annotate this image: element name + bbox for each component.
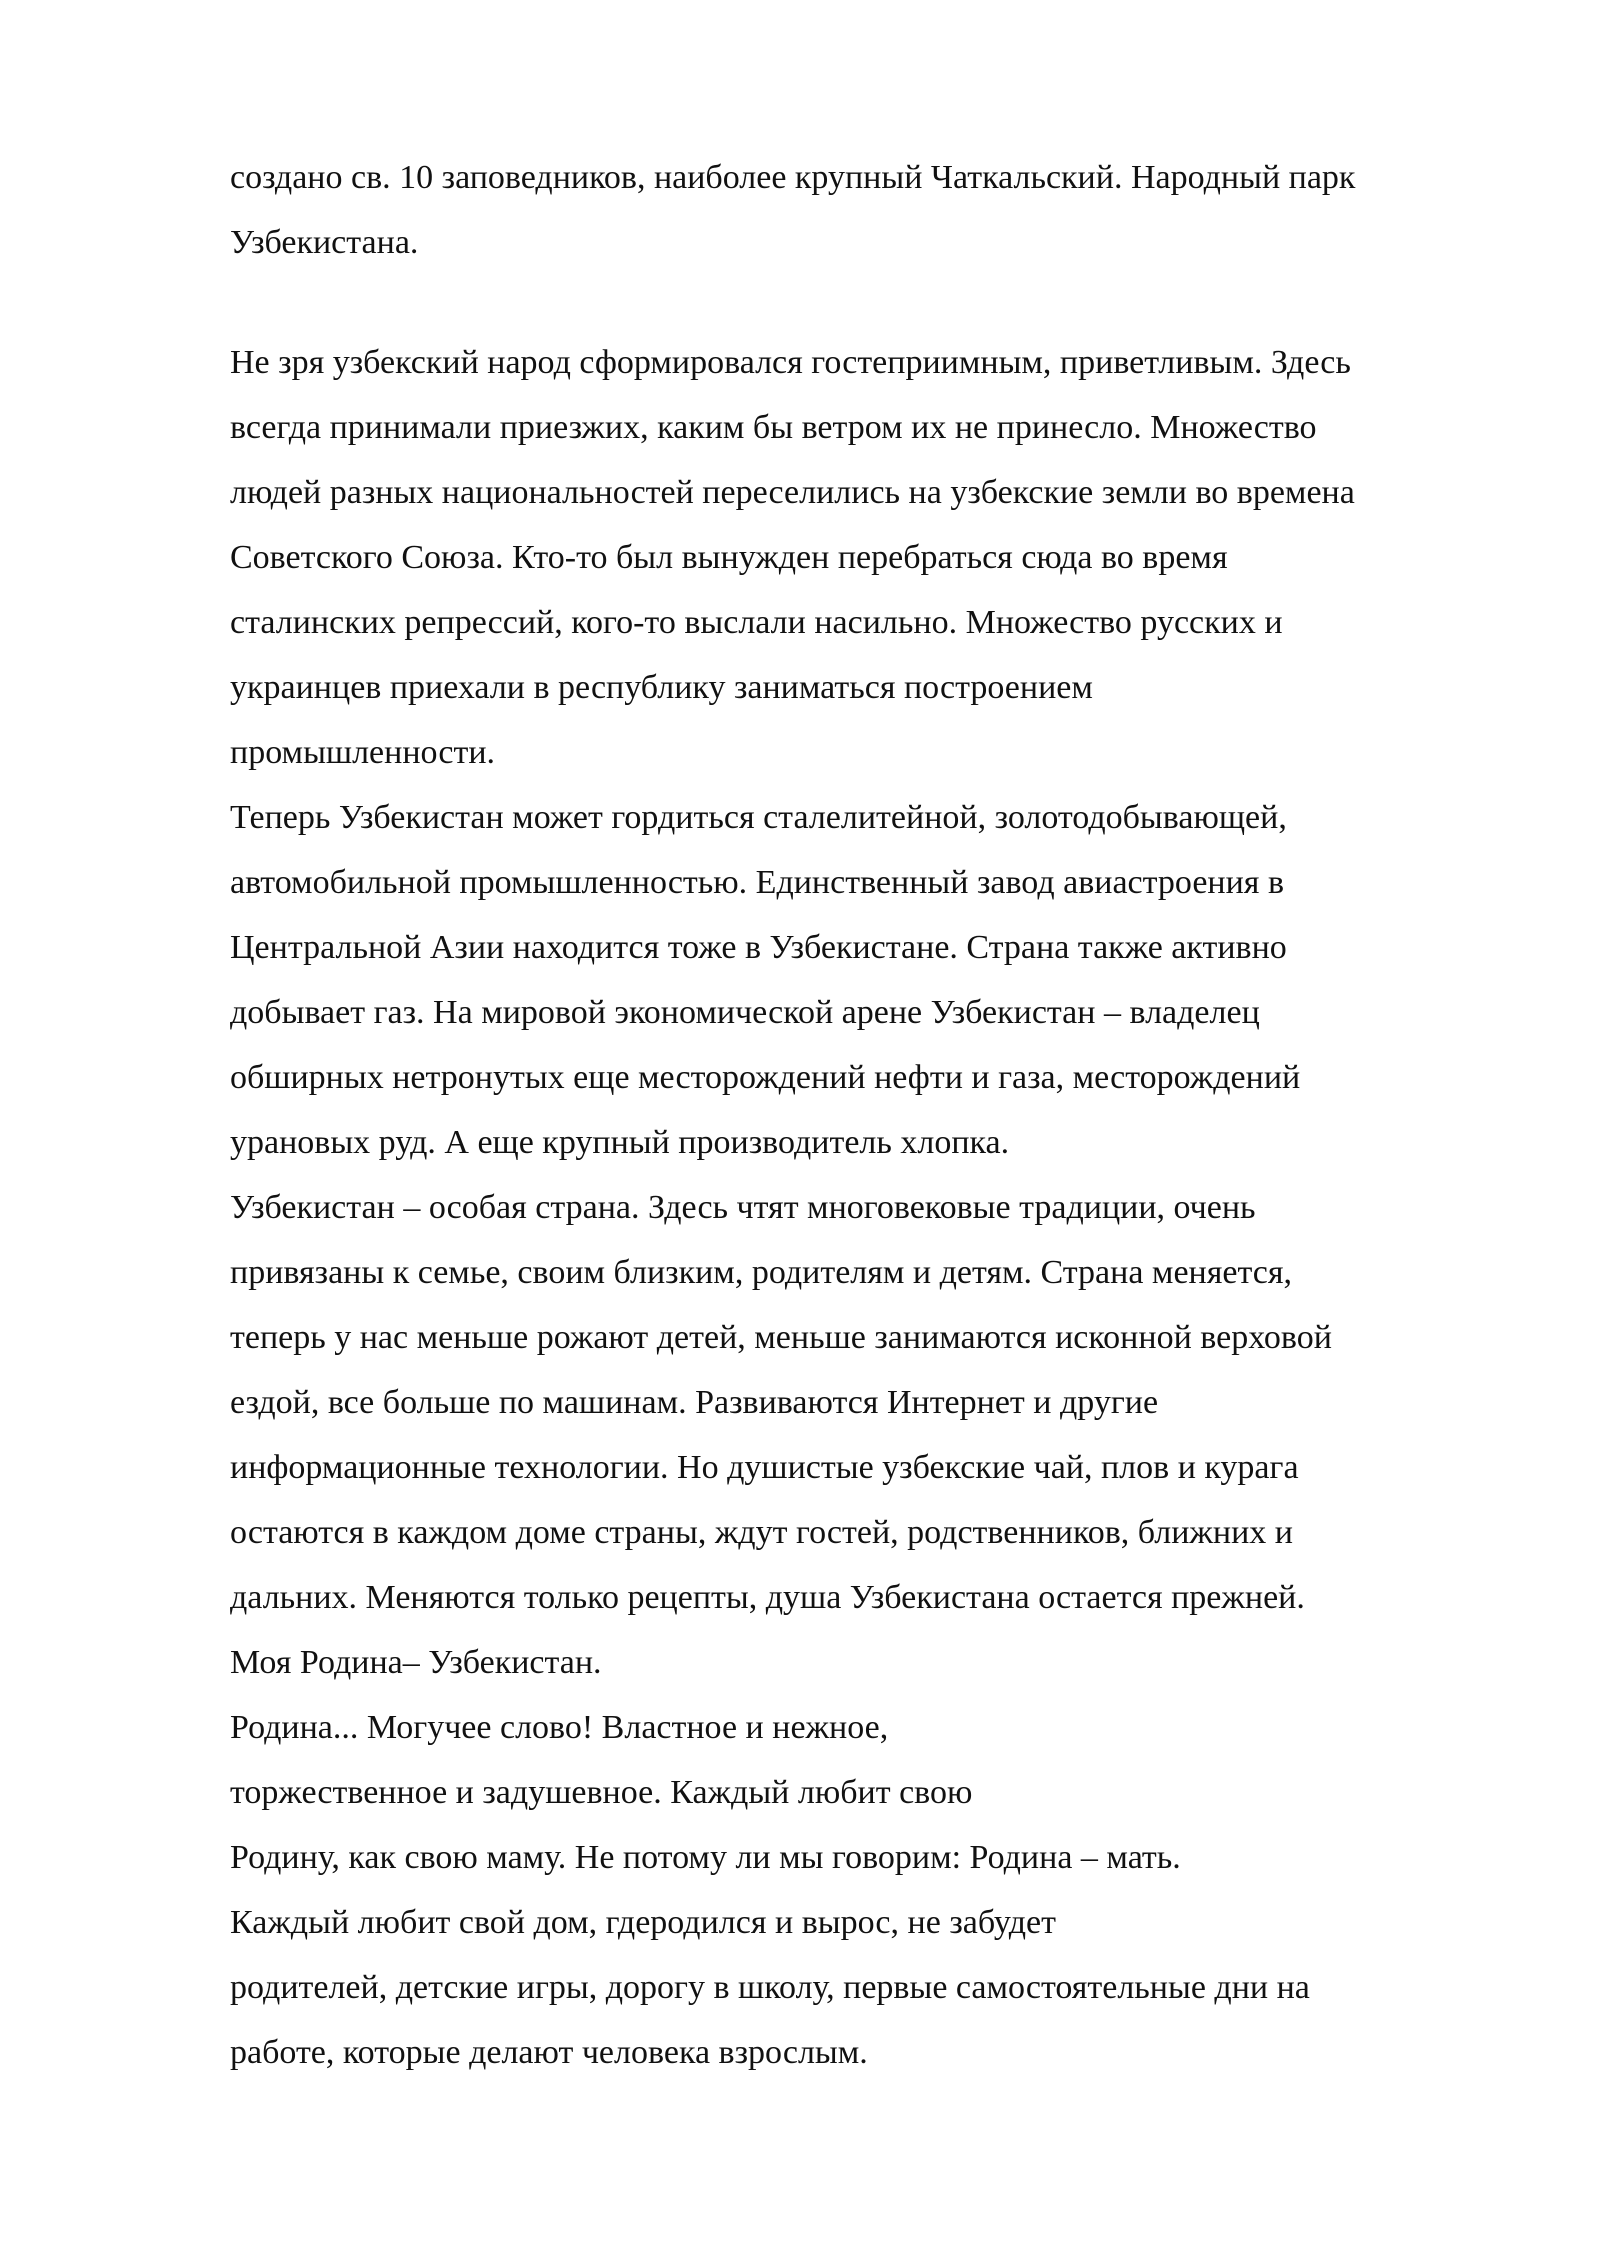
main-text (230, 330, 1520, 2085)
text-line: всегда принимали приезжих, каким бы ветром их не принесло. Множество (230, 409, 1317, 446)
text-line: добывает газ. На мировой экономической арене Узбекистан – владелец (230, 994, 1260, 1031)
text-line: торжественное и задушевное. Каждый любит свою (230, 1774, 973, 1811)
text-line: Советского Союза. Кто-то был вынужден перебраться сюда во время (230, 539, 1228, 576)
text-line: остаются в каждом доме страны, ждут гостей, родственников, ближних и (230, 1514, 1293, 1551)
text-line: Центральной Азии находится тоже в Узбекистане. Страна также активно (230, 929, 1287, 966)
text-line: Узбекистан – особая страна. Здесь чтят многовековые традиции, очень (230, 1189, 1256, 1226)
text-line: Моя Родина– Узбекистан. (230, 1644, 602, 1681)
text-line: ездой, все больше по машинам. Развиваются Интернет и другие (230, 1384, 1159, 1421)
text-line: обширных нетронутых еще месторождений нефти и газа, месторождений (230, 1059, 1301, 1096)
text-line: работе, которые делают человека взрослым. (230, 2034, 868, 2071)
text-line: украинцев приехали в республику заниматься построением (230, 669, 1093, 706)
text-line: Родину, как свою маму. Не потому ли мы говорим: Родина – мать. (230, 1839, 1181, 1876)
text-line: информационные технологии. Но душистые узбекские чай, плов и курага (230, 1449, 1299, 1486)
text-line: сталинских репрессий, кого-то выслали насильно. Множество русских и (230, 604, 1283, 641)
text-line: Не зря узбекский народ сформировался гостеприимным, приветливым. Здесь (230, 344, 1351, 381)
text-line: Узбекистана. (230, 224, 419, 261)
text-line: промышленности. (230, 734, 496, 771)
text-line: Теперь Узбекистан может гордиться сталелитейной, золотодобывающей, (230, 799, 1287, 836)
text-line: людей разных национальностей переселились на узбекские земли во времена (230, 474, 1355, 511)
text-line: теперь у нас меньше рожают детей, меньше занимаются исконной верховой (230, 1319, 1332, 1356)
text-line: дальних. Меняются только рецепты, душа Узбекистана остается прежней. (230, 1579, 1305, 1616)
text-line: привязаны к семье, своим близким, родителям и детям. Страна меняется, (230, 1254, 1292, 1291)
text-line: автомобильной промышленностью. Единственный завод авиастроения в (230, 864, 1284, 901)
text-line: урановых руд. А еще крупный производитель хлопка. (230, 1124, 1010, 1161)
text-line: Родина... Могучее слово! Властное и нежное, (230, 1709, 889, 1746)
text-line: Каждый любит свой дом, гдеродился и вырос, не забудет (230, 1904, 1056, 1941)
text-line: создано св. 10 заповедников, наиболее крупный Чаткальский. Народный парк (230, 159, 1356, 196)
intro-paragraph (230, 145, 1520, 275)
text-line: родителей, детские игры, дорогу в школу, первые самостоятельные дни на (230, 1969, 1310, 2006)
